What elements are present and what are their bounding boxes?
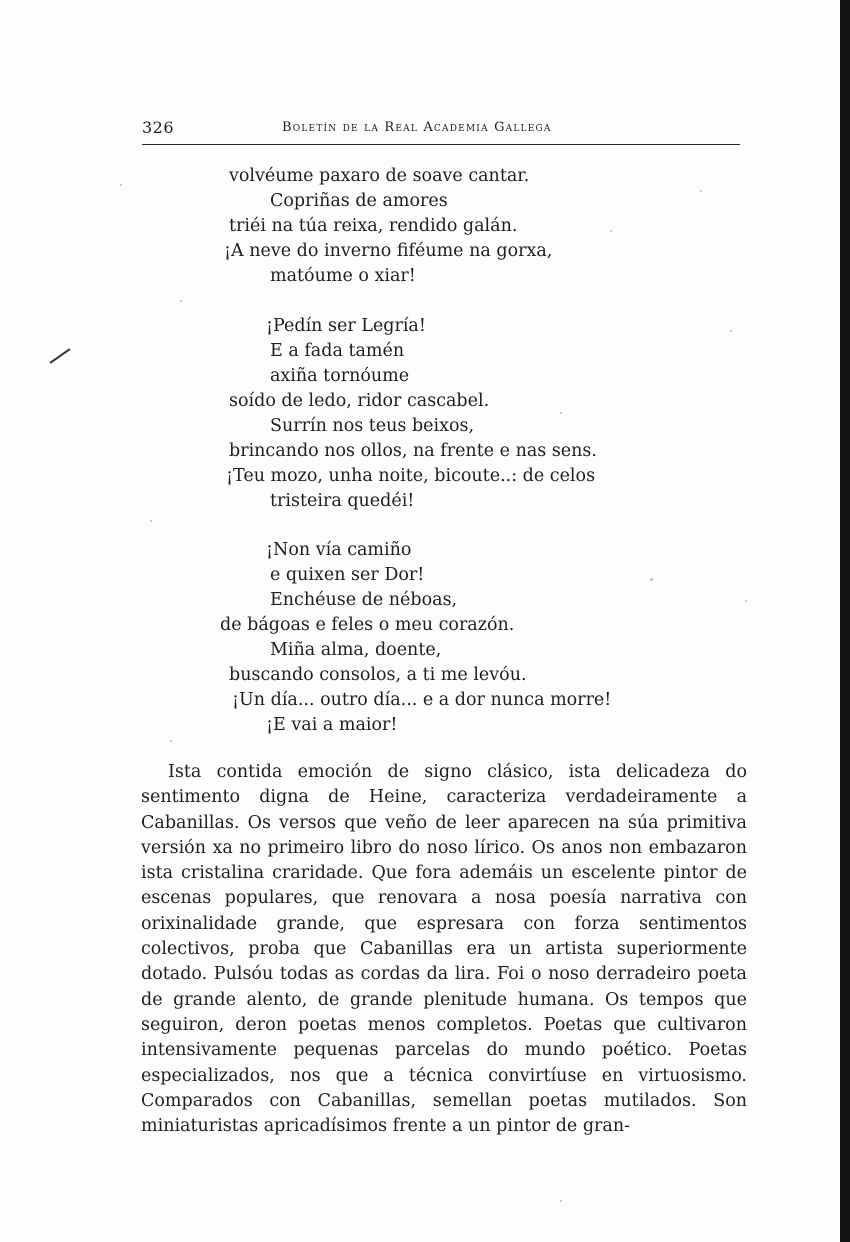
poem-line: ¡Non vía camiño	[266, 540, 412, 560]
poem-line: ¡Pedín ser Legría!	[266, 316, 426, 336]
poem-line: matóume o xiar!	[270, 266, 416, 286]
prose-body	[141, 760, 747, 1139]
poem-line: volvéume paxaro de soave cantar.	[229, 166, 530, 186]
poem-line: buscando consolos, a ti me levóu.	[229, 665, 527, 685]
poem-line: soído de ledo, ridor cascabel.	[229, 391, 490, 411]
poem-line: Copriñas de amores	[270, 191, 448, 211]
poem-line: tristeira quedéi!	[270, 491, 415, 511]
prose-paragraph	[141, 760, 747, 1139]
scan-edge-border	[840, 0, 850, 1242]
poem-line: E a fada tamén	[270, 341, 405, 361]
poem-line: ¡E vai a maior!	[266, 715, 398, 735]
poem-line: ¡A neve do inverno fiféume na gorxa,	[224, 241, 553, 261]
poem-line: de bágoas e feles o meu corazón.	[220, 615, 515, 635]
poem-line: Miña alma, doente,	[270, 640, 442, 660]
poem-line: axiña tornóume	[270, 366, 410, 386]
poem-line: ¡Teu mozo, unha noite, bicoute..: de celos	[226, 466, 596, 486]
margin-pen-mark	[50, 348, 71, 363]
poem-line: Surrín nos teus beixos,	[270, 416, 475, 436]
page-header	[142, 118, 740, 145]
poem-line: triéi na túa reixa, rendido galán.	[229, 216, 518, 236]
running-title: Boletín de la Real Academia Gallega	[282, 120, 552, 135]
prose-paragraph-text: Ista contida emoción de signo clásico, ista delicadeza do sentimento digna de Heine, caracteriza verdadeiramente a Cabanillas. Os versos que veño de leer aparecen na súa primitiva versión xa no primeiro libro do noso lírico. Os anos non embazaron ista cristalina craridade. Que fora ademáis un escelente pintor de escenas populares, que renovara a nosa poesía narrativa con orixinalidade grande, que espresara con forza sentimentos colectivos, proba que Cabanillas era un artista superiormente dotado. Pulsóu todas as cordas da lira. Foi o noso derradeiro poeta de grande alento, de grande plenitude humana. Os tempos que seguiron, deron poetas menos completos. Poetas que cultivaron intensivamente pequenas parcelas do mundo poético. Poetas especializados, nos que a técnica convirtíuse en virtuosismo. Comparados con Cabanillas, semellan poetas mutilados. Son miniaturistas apricadísimos frente a un pintor de gran-	[141, 762, 747, 1137]
poem-line: ¡Un día... outro día... e a dor nunca morre!	[232, 690, 612, 710]
poem-line: Enchéuse de néboas,	[270, 590, 458, 610]
poem-line: brincando nos ollos, na frente e nas sens.	[229, 441, 597, 461]
poem-line: e quixen ser Dor!	[270, 565, 425, 585]
page-number: 326	[142, 118, 175, 137]
